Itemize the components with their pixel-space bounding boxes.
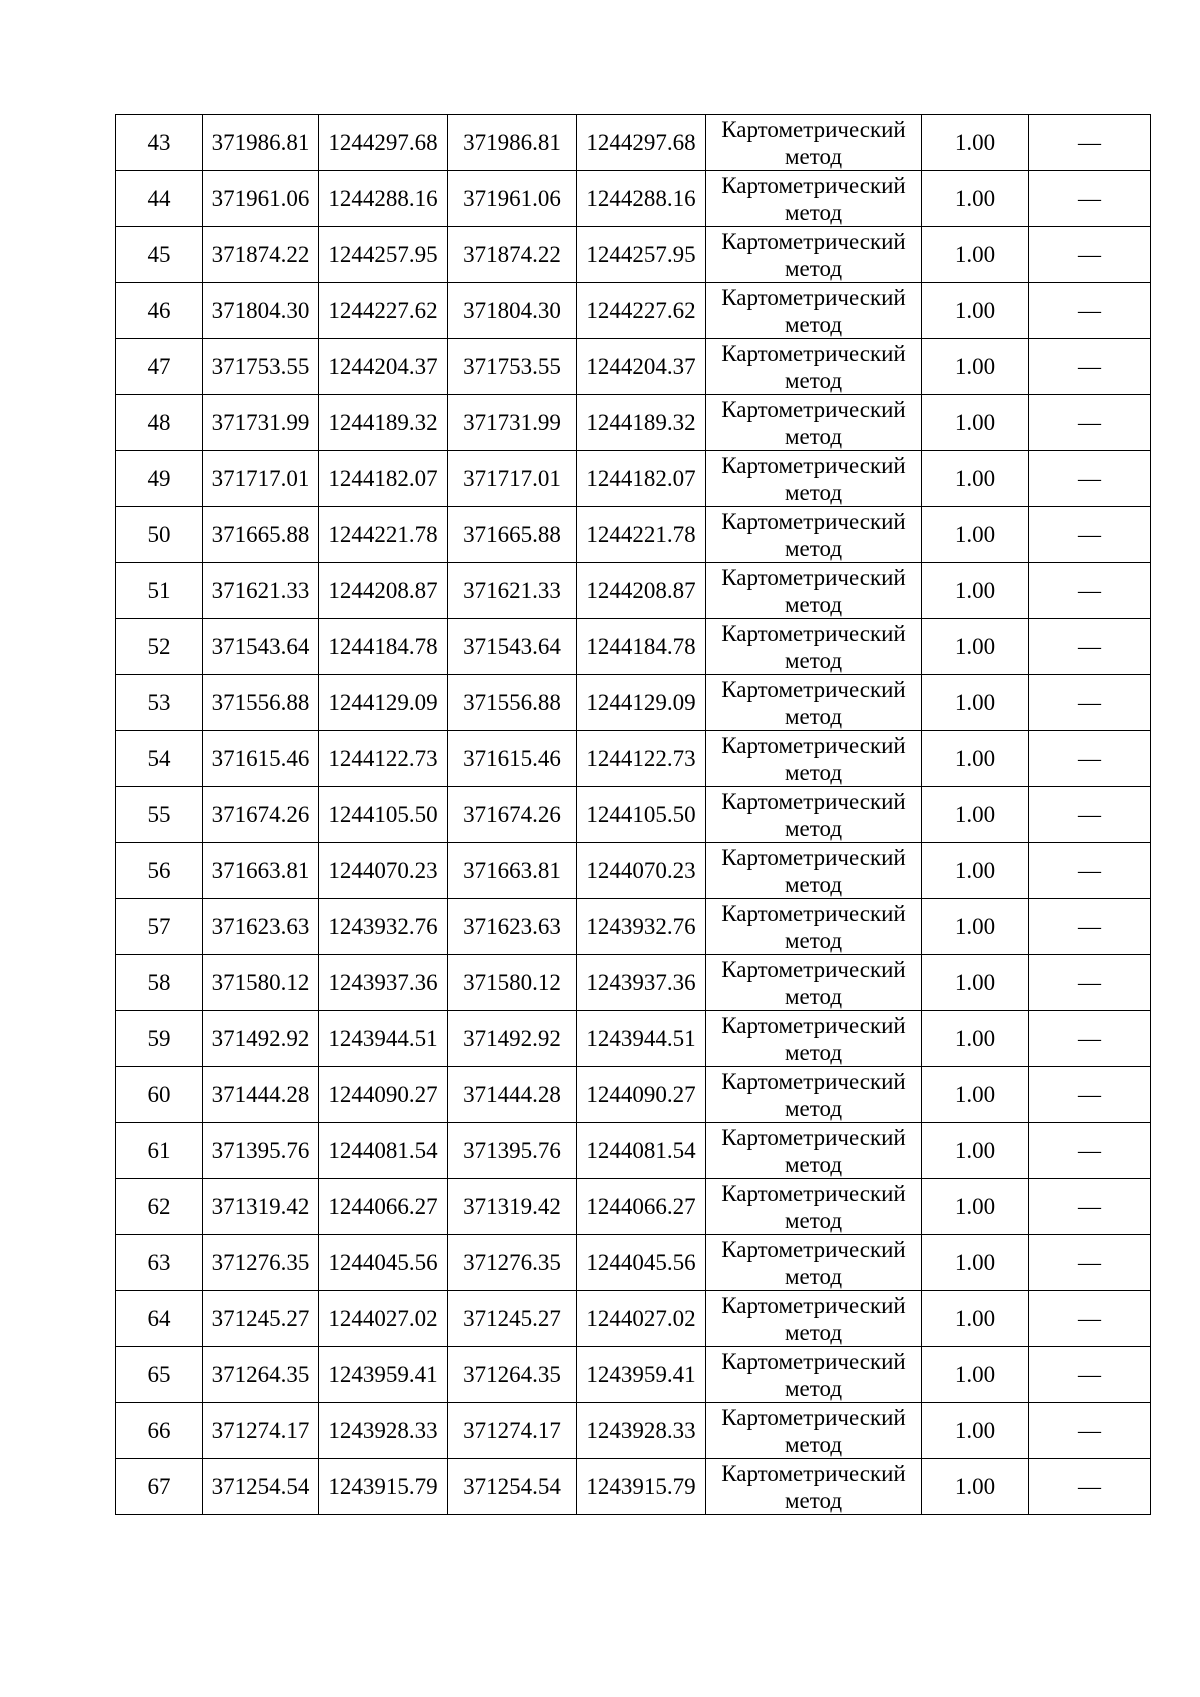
y-refined-cell: 1244045.56 bbox=[577, 1235, 706, 1291]
y-refined-cell: 1244288.16 bbox=[577, 171, 706, 227]
y-refined-cell: 1244184.78 bbox=[577, 619, 706, 675]
method-cell: Картометрический метод bbox=[706, 1235, 922, 1291]
y-existing-cell: 1243928.33 bbox=[319, 1403, 448, 1459]
description-cell: — bbox=[1029, 1291, 1151, 1347]
accuracy-cell: 1.00 bbox=[922, 507, 1029, 563]
accuracy-cell: 1.00 bbox=[922, 171, 1029, 227]
y-existing-cell: 1244221.78 bbox=[319, 507, 448, 563]
table-row bbox=[116, 171, 1151, 227]
method-cell: Картометрический метод bbox=[706, 787, 922, 843]
point-number-cell: 47 bbox=[116, 339, 203, 395]
y-existing-cell: 1243944.51 bbox=[319, 1011, 448, 1067]
y-existing-cell: 1244288.16 bbox=[319, 171, 448, 227]
point-number-cell: 57 bbox=[116, 899, 203, 955]
x-existing-cell: 371621.33 bbox=[203, 563, 319, 619]
table-row bbox=[116, 1347, 1151, 1403]
accuracy-cell: 1.00 bbox=[922, 1459, 1029, 1515]
x-refined-cell: 371615.46 bbox=[448, 731, 577, 787]
x-refined-cell: 371254.54 bbox=[448, 1459, 577, 1515]
accuracy-cell: 1.00 bbox=[922, 955, 1029, 1011]
x-existing-cell: 371276.35 bbox=[203, 1235, 319, 1291]
y-refined-cell: 1244122.73 bbox=[577, 731, 706, 787]
table-row bbox=[116, 1403, 1151, 1459]
description-cell: — bbox=[1029, 451, 1151, 507]
method-cell: Картометрический метод bbox=[706, 1347, 922, 1403]
description-cell: — bbox=[1029, 731, 1151, 787]
x-existing-cell: 371543.64 bbox=[203, 619, 319, 675]
point-number-cell: 43 bbox=[116, 115, 203, 171]
point-number-cell: 65 bbox=[116, 1347, 203, 1403]
y-existing-cell: 1244081.54 bbox=[319, 1123, 448, 1179]
x-existing-cell: 371731.99 bbox=[203, 395, 319, 451]
description-cell: — bbox=[1029, 1011, 1151, 1067]
x-existing-cell: 371615.46 bbox=[203, 731, 319, 787]
point-number-cell: 53 bbox=[116, 675, 203, 731]
description-cell: — bbox=[1029, 1123, 1151, 1179]
x-refined-cell: 371623.63 bbox=[448, 899, 577, 955]
table-row bbox=[116, 675, 1151, 731]
description-cell: — bbox=[1029, 507, 1151, 563]
accuracy-cell: 1.00 bbox=[922, 619, 1029, 675]
table-row bbox=[116, 115, 1151, 171]
y-refined-cell: 1243959.41 bbox=[577, 1347, 706, 1403]
description-cell: — bbox=[1029, 1403, 1151, 1459]
x-refined-cell: 371674.26 bbox=[448, 787, 577, 843]
x-refined-cell: 371543.64 bbox=[448, 619, 577, 675]
table-row bbox=[116, 283, 1151, 339]
accuracy-cell: 1.00 bbox=[922, 675, 1029, 731]
point-number-cell: 61 bbox=[116, 1123, 203, 1179]
y-existing-cell: 1244129.09 bbox=[319, 675, 448, 731]
table-row bbox=[116, 563, 1151, 619]
x-refined-cell: 371753.55 bbox=[448, 339, 577, 395]
table-row bbox=[116, 619, 1151, 675]
y-refined-cell: 1244189.32 bbox=[577, 395, 706, 451]
table-row bbox=[116, 451, 1151, 507]
x-existing-cell: 371623.63 bbox=[203, 899, 319, 955]
x-existing-cell: 371874.22 bbox=[203, 227, 319, 283]
point-number-cell: 44 bbox=[116, 171, 203, 227]
y-existing-cell: 1244189.32 bbox=[319, 395, 448, 451]
x-refined-cell: 371556.88 bbox=[448, 675, 577, 731]
y-refined-cell: 1244182.07 bbox=[577, 451, 706, 507]
method-cell: Картометрический метод bbox=[706, 1403, 922, 1459]
accuracy-cell: 1.00 bbox=[922, 1067, 1029, 1123]
x-existing-cell: 371492.92 bbox=[203, 1011, 319, 1067]
y-existing-cell: 1244090.27 bbox=[319, 1067, 448, 1123]
point-number-cell: 66 bbox=[116, 1403, 203, 1459]
x-refined-cell: 371804.30 bbox=[448, 283, 577, 339]
method-cell: Картометрический метод bbox=[706, 395, 922, 451]
x-existing-cell: 371665.88 bbox=[203, 507, 319, 563]
table-row bbox=[116, 787, 1151, 843]
point-number-cell: 58 bbox=[116, 955, 203, 1011]
x-existing-cell: 371254.54 bbox=[203, 1459, 319, 1515]
x-refined-cell: 371319.42 bbox=[448, 1179, 577, 1235]
accuracy-cell: 1.00 bbox=[922, 227, 1029, 283]
y-refined-cell: 1244027.02 bbox=[577, 1291, 706, 1347]
y-refined-cell: 1244105.50 bbox=[577, 787, 706, 843]
y-refined-cell: 1243937.36 bbox=[577, 955, 706, 1011]
description-cell: — bbox=[1029, 339, 1151, 395]
y-refined-cell: 1244129.09 bbox=[577, 675, 706, 731]
y-refined-cell: 1244090.27 bbox=[577, 1067, 706, 1123]
x-existing-cell: 371444.28 bbox=[203, 1067, 319, 1123]
accuracy-cell: 1.00 bbox=[922, 1179, 1029, 1235]
y-existing-cell: 1244184.78 bbox=[319, 619, 448, 675]
x-existing-cell: 371264.35 bbox=[203, 1347, 319, 1403]
description-cell: — bbox=[1029, 283, 1151, 339]
accuracy-cell: 1.00 bbox=[922, 395, 1029, 451]
coordinates-table bbox=[115, 114, 1151, 1515]
description-cell: — bbox=[1029, 227, 1151, 283]
method-cell: Картометрический метод bbox=[706, 1179, 922, 1235]
accuracy-cell: 1.00 bbox=[922, 115, 1029, 171]
y-existing-cell: 1244208.87 bbox=[319, 563, 448, 619]
method-cell: Картометрический метод bbox=[706, 675, 922, 731]
description-cell: — bbox=[1029, 899, 1151, 955]
x-existing-cell: 371580.12 bbox=[203, 955, 319, 1011]
point-number-cell: 48 bbox=[116, 395, 203, 451]
x-refined-cell: 371731.99 bbox=[448, 395, 577, 451]
x-refined-cell: 371874.22 bbox=[448, 227, 577, 283]
point-number-cell: 46 bbox=[116, 283, 203, 339]
method-cell: Картометрический метод bbox=[706, 507, 922, 563]
x-refined-cell: 371986.81 bbox=[448, 115, 577, 171]
description-cell: — bbox=[1029, 675, 1151, 731]
method-cell: Картометрический метод bbox=[706, 955, 922, 1011]
y-existing-cell: 1244070.23 bbox=[319, 843, 448, 899]
accuracy-cell: 1.00 bbox=[922, 339, 1029, 395]
y-existing-cell: 1243915.79 bbox=[319, 1459, 448, 1515]
description-cell: — bbox=[1029, 619, 1151, 675]
x-existing-cell: 371556.88 bbox=[203, 675, 319, 731]
y-refined-cell: 1244221.78 bbox=[577, 507, 706, 563]
method-cell: Картометрический метод bbox=[706, 563, 922, 619]
description-cell: — bbox=[1029, 1067, 1151, 1123]
table-row bbox=[116, 339, 1151, 395]
y-existing-cell: 1244066.27 bbox=[319, 1179, 448, 1235]
point-number-cell: 52 bbox=[116, 619, 203, 675]
x-existing-cell: 371804.30 bbox=[203, 283, 319, 339]
accuracy-cell: 1.00 bbox=[922, 1347, 1029, 1403]
table-row bbox=[116, 955, 1151, 1011]
table-row bbox=[116, 1123, 1151, 1179]
x-refined-cell: 371663.81 bbox=[448, 843, 577, 899]
accuracy-cell: 1.00 bbox=[922, 1011, 1029, 1067]
table-row bbox=[116, 1459, 1151, 1515]
y-existing-cell: 1244204.37 bbox=[319, 339, 448, 395]
x-existing-cell: 371986.81 bbox=[203, 115, 319, 171]
accuracy-cell: 1.00 bbox=[922, 1403, 1029, 1459]
point-number-cell: 60 bbox=[116, 1067, 203, 1123]
x-refined-cell: 371264.35 bbox=[448, 1347, 577, 1403]
table-row bbox=[116, 899, 1151, 955]
y-existing-cell: 1244227.62 bbox=[319, 283, 448, 339]
x-existing-cell: 371395.76 bbox=[203, 1123, 319, 1179]
description-cell: — bbox=[1029, 787, 1151, 843]
x-refined-cell: 371276.35 bbox=[448, 1235, 577, 1291]
y-existing-cell: 1244122.73 bbox=[319, 731, 448, 787]
point-number-cell: 50 bbox=[116, 507, 203, 563]
table-row bbox=[116, 1291, 1151, 1347]
y-existing-cell: 1244105.50 bbox=[319, 787, 448, 843]
y-refined-cell: 1244257.95 bbox=[577, 227, 706, 283]
accuracy-cell: 1.00 bbox=[922, 563, 1029, 619]
method-cell: Картометрический метод bbox=[706, 899, 922, 955]
x-existing-cell: 371319.42 bbox=[203, 1179, 319, 1235]
method-cell: Картометрический метод bbox=[706, 171, 922, 227]
accuracy-cell: 1.00 bbox=[922, 843, 1029, 899]
table-row bbox=[116, 731, 1151, 787]
x-existing-cell: 371274.17 bbox=[203, 1403, 319, 1459]
description-cell: — bbox=[1029, 1459, 1151, 1515]
point-number-cell: 67 bbox=[116, 1459, 203, 1515]
x-existing-cell: 371674.26 bbox=[203, 787, 319, 843]
y-refined-cell: 1244227.62 bbox=[577, 283, 706, 339]
x-refined-cell: 371444.28 bbox=[448, 1067, 577, 1123]
description-cell: — bbox=[1029, 1235, 1151, 1291]
table-row bbox=[116, 507, 1151, 563]
table-row bbox=[116, 1067, 1151, 1123]
x-refined-cell: 371621.33 bbox=[448, 563, 577, 619]
x-refined-cell: 371717.01 bbox=[448, 451, 577, 507]
x-refined-cell: 371961.06 bbox=[448, 171, 577, 227]
x-existing-cell: 371245.27 bbox=[203, 1291, 319, 1347]
table-row bbox=[116, 843, 1151, 899]
y-refined-cell: 1243928.33 bbox=[577, 1403, 706, 1459]
point-number-cell: 51 bbox=[116, 563, 203, 619]
x-existing-cell: 371961.06 bbox=[203, 171, 319, 227]
table-row bbox=[116, 1011, 1151, 1067]
description-cell: — bbox=[1029, 1179, 1151, 1235]
point-number-cell: 56 bbox=[116, 843, 203, 899]
x-refined-cell: 371395.76 bbox=[448, 1123, 577, 1179]
y-existing-cell: 1243932.76 bbox=[319, 899, 448, 955]
accuracy-cell: 1.00 bbox=[922, 451, 1029, 507]
method-cell: Картометрический метод bbox=[706, 451, 922, 507]
method-cell: Картометрический метод bbox=[706, 283, 922, 339]
method-cell: Картометрический метод bbox=[706, 843, 922, 899]
accuracy-cell: 1.00 bbox=[922, 1123, 1029, 1179]
accuracy-cell: 1.00 bbox=[922, 787, 1029, 843]
y-existing-cell: 1243937.36 bbox=[319, 955, 448, 1011]
method-cell: Картометрический метод bbox=[706, 339, 922, 395]
y-existing-cell: 1244182.07 bbox=[319, 451, 448, 507]
method-cell: Картометрический метод bbox=[706, 619, 922, 675]
point-number-cell: 54 bbox=[116, 731, 203, 787]
description-cell: — bbox=[1029, 115, 1151, 171]
method-cell: Картометрический метод bbox=[706, 1123, 922, 1179]
description-cell: — bbox=[1029, 395, 1151, 451]
y-refined-cell: 1244208.87 bbox=[577, 563, 706, 619]
method-cell: Картометрический метод bbox=[706, 115, 922, 171]
x-refined-cell: 371245.27 bbox=[448, 1291, 577, 1347]
method-cell: Картометрический метод bbox=[706, 227, 922, 283]
x-existing-cell: 371663.81 bbox=[203, 843, 319, 899]
y-existing-cell: 1244045.56 bbox=[319, 1235, 448, 1291]
table-row bbox=[116, 395, 1151, 451]
y-refined-cell: 1244081.54 bbox=[577, 1123, 706, 1179]
description-cell: — bbox=[1029, 171, 1151, 227]
y-refined-cell: 1244297.68 bbox=[577, 115, 706, 171]
x-existing-cell: 371753.55 bbox=[203, 339, 319, 395]
x-existing-cell: 371717.01 bbox=[203, 451, 319, 507]
y-refined-cell: 1243915.79 bbox=[577, 1459, 706, 1515]
point-number-cell: 62 bbox=[116, 1179, 203, 1235]
x-refined-cell: 371665.88 bbox=[448, 507, 577, 563]
accuracy-cell: 1.00 bbox=[922, 1291, 1029, 1347]
x-refined-cell: 371580.12 bbox=[448, 955, 577, 1011]
y-refined-cell: 1243944.51 bbox=[577, 1011, 706, 1067]
table-row bbox=[116, 1235, 1151, 1291]
y-existing-cell: 1244257.95 bbox=[319, 227, 448, 283]
method-cell: Картометрический метод bbox=[706, 1067, 922, 1123]
y-refined-cell: 1244066.27 bbox=[577, 1179, 706, 1235]
x-refined-cell: 371274.17 bbox=[448, 1403, 577, 1459]
point-number-cell: 64 bbox=[116, 1291, 203, 1347]
method-cell: Картометрический метод bbox=[706, 731, 922, 787]
point-number-cell: 45 bbox=[116, 227, 203, 283]
point-number-cell: 55 bbox=[116, 787, 203, 843]
description-cell: — bbox=[1029, 1347, 1151, 1403]
y-refined-cell: 1243932.76 bbox=[577, 899, 706, 955]
description-cell: — bbox=[1029, 563, 1151, 619]
method-cell: Картометрический метод bbox=[706, 1291, 922, 1347]
description-cell: — bbox=[1029, 955, 1151, 1011]
description-cell: — bbox=[1029, 843, 1151, 899]
point-number-cell: 59 bbox=[116, 1011, 203, 1067]
table-row bbox=[116, 1179, 1151, 1235]
x-refined-cell: 371492.92 bbox=[448, 1011, 577, 1067]
y-existing-cell: 1243959.41 bbox=[319, 1347, 448, 1403]
accuracy-cell: 1.00 bbox=[922, 283, 1029, 339]
y-refined-cell: 1244204.37 bbox=[577, 339, 706, 395]
y-refined-cell: 1244070.23 bbox=[577, 843, 706, 899]
table-row bbox=[116, 227, 1151, 283]
accuracy-cell: 1.00 bbox=[922, 899, 1029, 955]
y-existing-cell: 1244297.68 bbox=[319, 115, 448, 171]
point-number-cell: 49 bbox=[116, 451, 203, 507]
accuracy-cell: 1.00 bbox=[922, 1235, 1029, 1291]
method-cell: Картометрический метод bbox=[706, 1011, 922, 1067]
point-number-cell: 63 bbox=[116, 1235, 203, 1291]
table-body bbox=[116, 115, 1151, 1515]
y-existing-cell: 1244027.02 bbox=[319, 1291, 448, 1347]
accuracy-cell: 1.00 bbox=[922, 731, 1029, 787]
method-cell: Картометрический метод bbox=[706, 1459, 922, 1515]
